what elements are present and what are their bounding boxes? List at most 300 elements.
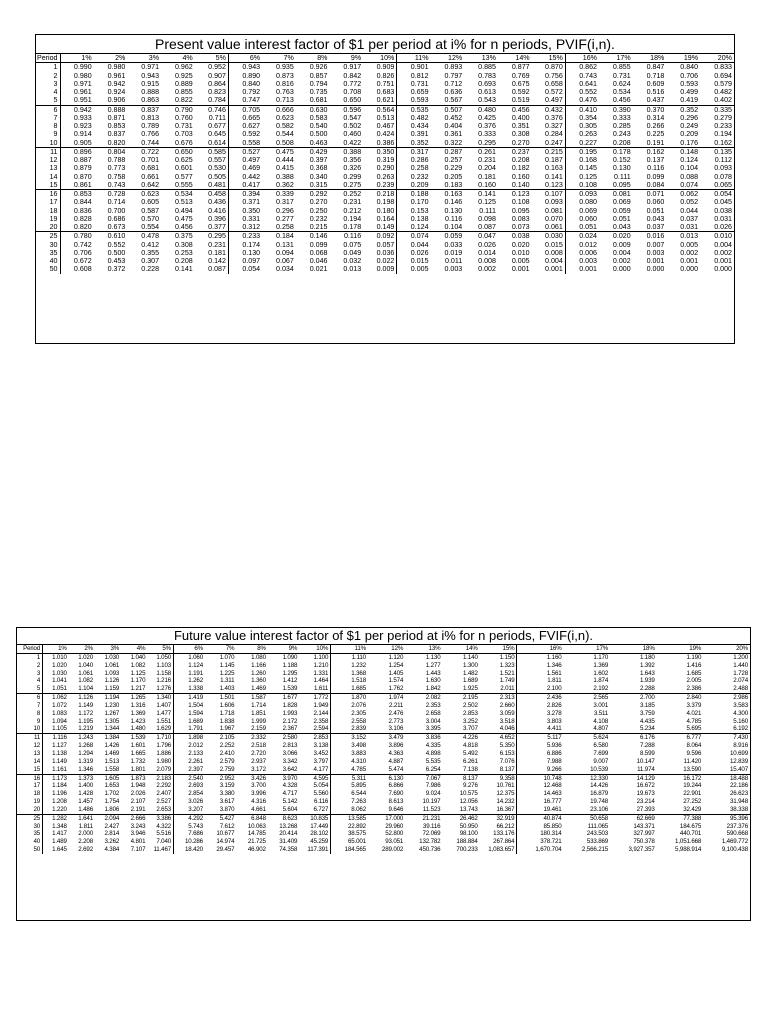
factor-cell: 17.449 [299, 823, 330, 831]
factor-cell: 0.181 [478, 172, 496, 181]
factor-cell: 1.369 [593, 661, 609, 669]
factor-cell: 0.168 [579, 156, 597, 164]
factor-cell: 18.420 [184, 846, 203, 854]
factor-cell: 2.720 [251, 749, 266, 757]
factor-cell: 50.658 [564, 814, 611, 822]
factor-cell: 5.142 [282, 798, 298, 806]
factor-cell: 4.328 [282, 782, 298, 790]
pvif-title: Present value interest factor of $1 per period at i% for n periods, PVIF(i,n). [36, 35, 734, 54]
factor-cell: 1.103 [147, 662, 173, 670]
period-cell: 1 [17, 653, 43, 661]
factor-cell: 0.037 [646, 223, 665, 231]
factor-cell: 0.002 [478, 265, 496, 274]
factor-cell: 0.031 [714, 214, 732, 223]
factor-cell: 0.142 [195, 257, 229, 265]
rate-header: 13% [464, 54, 498, 63]
factor-cell: 0.033 [444, 240, 463, 249]
factor-cell: 1.851 [251, 709, 266, 717]
factor-cell: 1.276 [147, 685, 173, 693]
factor-cell: 6.116 [299, 798, 330, 806]
factor-cell: 0.081 [599, 190, 633, 199]
factor-cell: 0.024 [565, 232, 599, 241]
factor-cell: 0.361 [444, 130, 463, 139]
factor-cell: 1.040 [130, 653, 146, 661]
factor-cell: 2.261 [188, 757, 203, 765]
factor-cell: 0.209 [680, 130, 699, 139]
factor-cell: 0.675 [511, 79, 530, 88]
factor-cell: 4.898 [425, 749, 441, 757]
factor-cell: 1.200 [733, 653, 748, 661]
factor-cell: 0.252 [330, 190, 364, 199]
factor-cell: 0.665 [242, 113, 261, 122]
factor-cell: 0.000 [646, 265, 665, 274]
factor-cell: 0.059 [612, 206, 631, 215]
factor-cell: 0.296 [680, 113, 699, 122]
factor-cell: 6.777 [657, 734, 704, 742]
factor-cell: 450.736 [419, 846, 441, 854]
table-row [36, 241, 734, 249]
factor-cell: 6.866 [388, 782, 404, 790]
factor-cell: 9.276 [463, 782, 478, 790]
factor-cell: 0.925 [174, 71, 193, 80]
factor-cell: 0.205 [444, 172, 463, 181]
factor-cell: 0.229 [444, 164, 463, 173]
factor-cell: 0.371 [242, 198, 261, 207]
factor-cell: 4.335 [425, 742, 441, 750]
factor-cell: 590.668 [726, 830, 748, 838]
factor-cell: 0.092 [363, 232, 397, 241]
factor-cell: 0.163 [532, 164, 566, 172]
factor-cell: 1.801 [130, 765, 146, 773]
factor-cell: 0.907 [195, 72, 229, 80]
factor-cell: 0.005 [410, 265, 429, 274]
factor-cell: 0.377 [195, 223, 229, 232]
factor-cell: 45.259 [299, 838, 330, 846]
factor-cell: 2.012 [188, 742, 203, 750]
factor-cell: 8.916 [733, 742, 748, 750]
factor-cell: 4.226 [442, 734, 479, 742]
factor-cell: 26.462 [442, 814, 479, 822]
factor-cell: 1.384 [95, 734, 121, 742]
table-row [17, 766, 750, 774]
factor-cell: 0.840 [242, 79, 261, 88]
factor-cell: 0.458 [195, 190, 229, 199]
factor-cell: 0.962 [174, 63, 193, 72]
factor-cell: 7.986 [425, 782, 441, 790]
factor-cell: 0.180 [363, 207, 397, 215]
factor-cell: 1.811 [547, 677, 562, 685]
factor-cell: 8.613 [388, 798, 404, 806]
factor-cell: 0.037 [680, 214, 699, 223]
factor-cell: 0.352 [666, 105, 700, 114]
factor-cell: 0.400 [511, 113, 530, 122]
factor-cell: 22.892 [347, 822, 366, 830]
factor-cell: 2.853 [463, 709, 478, 717]
factor-cell: 0.279 [714, 113, 732, 122]
period-cell: 17 [17, 782, 43, 790]
period-header: Period [17, 645, 43, 653]
factor-cell: 2.813 [282, 742, 298, 750]
factor-cell: 0.231 [478, 156, 496, 164]
factor-cell: 0.093 [532, 198, 566, 206]
table-row [17, 725, 750, 733]
factor-cell: 1.267 [104, 709, 120, 717]
pvif-header-row [36, 54, 734, 63]
factor-cell: 2.518 [251, 742, 266, 750]
factor-cell: 2.407 [147, 790, 173, 798]
factor-cell: 0.386 [363, 139, 397, 148]
factor-cell: 0.404 [444, 122, 463, 130]
factor-cell: 0.141 [174, 265, 193, 274]
period-cell: 3 [36, 80, 60, 88]
factor-cell: 0.436 [195, 198, 229, 206]
factor-cell: 0.153 [410, 206, 429, 215]
factor-cell: 7.612 [219, 822, 235, 830]
factor-cell: 0.924 [107, 88, 126, 96]
period-cell: 19 [17, 798, 43, 806]
factor-cell: 0.001 [680, 257, 699, 265]
factor-cell: 3.896 [388, 742, 404, 750]
factor-cell: 6.886 [546, 749, 562, 757]
factor-cell: 1.346 [546, 661, 562, 669]
factor-cell: 1.295 [282, 669, 298, 677]
factor-cell: 0.299 [343, 172, 362, 181]
table-row [36, 114, 734, 122]
factor-cell: 1.265 [121, 694, 147, 702]
factor-cell: 5.160 [733, 717, 748, 725]
factor-cell: 0.693 [478, 79, 496, 88]
factor-cell: 0.067 [276, 257, 294, 265]
factor-cell: 1.677 [268, 694, 299, 702]
factor-cell: 0.855 [174, 88, 193, 96]
factor-cell: 3.498 [351, 742, 366, 750]
factor-cell: 0.148 [666, 147, 700, 156]
factor-cell: 1.440 [733, 661, 748, 669]
factor-cell: 0.339 [262, 190, 296, 199]
factor-cell: 22.901 [683, 790, 702, 798]
factor-cell: 14.232 [480, 798, 517, 806]
factor-cell: 1.180 [639, 653, 655, 661]
factor-cell: 0.961 [73, 88, 92, 96]
factor-cell: 1.368 [351, 669, 366, 677]
factor-cell: 1.070 [219, 653, 235, 661]
factor-cell: 0.624 [612, 79, 631, 88]
factor-cell: 0.482 [714, 88, 732, 96]
factor-cell: 0.861 [73, 180, 92, 189]
rate-header: 17% [599, 54, 633, 63]
factor-cell: 9.007 [593, 757, 609, 765]
factor-cell: 0.231 [195, 241, 229, 249]
factor-cell: 0.901 [410, 63, 429, 72]
factor-cell: 1.645 [52, 846, 67, 854]
factor-cell: 0.094 [276, 248, 294, 257]
factor-cell: 1.305 [104, 717, 120, 725]
factor-cell: 5.054 [299, 782, 330, 790]
factor-cell: 0.760 [174, 113, 193, 122]
rate-header: 1% [43, 645, 69, 653]
factor-cell: 1.539 [282, 685, 298, 693]
factor-cell: 2.105 [205, 734, 236, 742]
table-row [17, 742, 750, 750]
factor-cell: 0.789 [141, 122, 160, 130]
factor-cell: 0.071 [633, 190, 667, 199]
factor-cell: 0.317 [276, 198, 294, 207]
factor-cell: 7.690 [388, 790, 404, 798]
factor-cell: 0.258 [276, 223, 294, 231]
factor-cell: 18.488 [703, 774, 750, 782]
factor-cell: 1.974 [368, 694, 405, 702]
factor-cell: 0.006 [579, 248, 597, 257]
factor-cell: 19.461 [543, 805, 562, 813]
factor-cell: 1.277 [425, 661, 441, 669]
factor-cell: 3.386 [147, 814, 173, 822]
factor-cell: 14.426 [590, 782, 609, 790]
factor-cell: 0.209 [410, 180, 429, 189]
factor-cell: 2.386 [686, 685, 702, 693]
table-row [36, 181, 734, 190]
factor-cell: 0.390 [599, 105, 633, 114]
factor-cell: 2.367 [282, 725, 298, 733]
factor-cell: 0.681 [141, 164, 160, 173]
factor-cell: 0.718 [646, 71, 665, 80]
factor-cell: 0.792 [242, 88, 261, 96]
factor-cell: 12.375 [480, 790, 517, 798]
factor-cell: 0.415 [276, 164, 294, 173]
factor-cell: 0.031 [680, 223, 699, 231]
period-header: Period [36, 54, 60, 63]
factor-cell: 0.130 [242, 248, 261, 257]
factor-cell: 0.290 [363, 164, 397, 172]
factor-cell: 2.594 [299, 725, 330, 733]
period-cell: 9 [36, 130, 60, 138]
factor-cell: 1.870 [331, 694, 368, 702]
factor-cell: 1.949 [299, 702, 330, 710]
factor-cell: 2.427 [104, 822, 120, 830]
factor-cell: 0.249 [680, 122, 699, 130]
factor-cell: 0.026 [714, 223, 732, 231]
factor-cell: 0.926 [309, 63, 328, 72]
factor-cell: 0.062 [666, 190, 700, 199]
factor-cell: 0.906 [107, 96, 126, 105]
factor-cell: 2.133 [188, 749, 203, 757]
factor-cell: 0.784 [195, 96, 229, 105]
factor-cell: 0.873 [276, 71, 294, 80]
factor-cell: 11.974 [637, 765, 655, 773]
factor-cell: 0.641 [579, 79, 597, 88]
table-row [36, 207, 734, 215]
factor-cell: 2,566.215 [581, 846, 609, 854]
factor-cell: 1.489 [52, 838, 67, 846]
factor-cell: 6.153 [480, 750, 517, 758]
factor-cell: 0.582 [276, 122, 294, 130]
factor-cell: 1.158 [147, 670, 173, 678]
factor-cell: 0.078 [714, 172, 732, 181]
factor-cell: 0.208 [612, 138, 631, 147]
factor-cell: 7.988 [546, 757, 562, 765]
factor-cell: 0.915 [141, 79, 160, 88]
factor-cell: 0.555 [174, 180, 193, 189]
factor-cell: 0.621 [363, 96, 397, 105]
factor-cell: 0.544 [276, 130, 294, 139]
factor-cell: 0.011 [445, 257, 463, 265]
factor-cell: 0.074 [397, 232, 431, 241]
factor-cell: 16.672 [636, 782, 655, 790]
factor-cell: 32.919 [480, 814, 517, 822]
factor-cell: 12.839 [729, 757, 748, 765]
factor-cell: 1.051 [52, 685, 67, 693]
factor-cell: 19.673 [636, 790, 655, 798]
factor-cell: 0.592 [511, 88, 530, 96]
factor-cell: 0.677 [195, 122, 229, 130]
factor-cell: 1.080 [251, 653, 266, 661]
factor-cell: 0.010 [700, 232, 734, 241]
factor-cell: 39.116 [422, 822, 441, 830]
factor-cell: 1.874 [593, 677, 609, 685]
factor-cell: 0.108 [579, 180, 597, 189]
factor-cell: 1.980 [147, 758, 173, 766]
factor-cell: 3.452 [299, 750, 330, 758]
factor-cell: 21.231 [405, 814, 442, 822]
factor-cell: 0.870 [532, 63, 566, 72]
period-cell: 6 [36, 105, 60, 114]
factor-cell: 0.672 [73, 257, 92, 265]
factor-cell: 0.914 [73, 130, 92, 139]
factor-cell: 0.261 [464, 147, 498, 156]
factor-cell: 0.519 [511, 96, 530, 105]
factor-cell: 2.840 [657, 694, 704, 702]
factor-cell: 0.208 [174, 257, 193, 265]
factor-cell: 1.082 [130, 661, 146, 669]
factor-cell: 0.194 [343, 214, 362, 223]
factor-cell: 0.292 [296, 190, 330, 199]
period-cell: 13 [36, 164, 60, 172]
factor-cell: 1.149 [52, 757, 67, 765]
factor-cell: 3.583 [733, 701, 748, 709]
factor-cell: 2.183 [147, 774, 173, 782]
factor-cell: 0.482 [410, 113, 429, 122]
factor-cell: 5.936 [546, 742, 562, 750]
factor-cell: 533.869 [586, 838, 609, 846]
period-cell: 18 [17, 790, 43, 798]
factor-cell: 1,051.668 [675, 838, 702, 846]
factor-cell: 0.233 [228, 232, 262, 241]
factor-cell: 0.659 [410, 88, 429, 96]
factor-cell: 4.785 [351, 765, 366, 773]
rate-header: 11% [331, 645, 368, 653]
factor-cell: 46.902 [247, 846, 266, 854]
factor-cell: 0.333 [478, 130, 496, 139]
factor-cell: 0.863 [141, 96, 160, 105]
factor-cell: 0.570 [141, 214, 160, 223]
factor-cell: 1.482 [463, 669, 478, 677]
period-cell: 40 [36, 257, 60, 265]
factor-cell: 10.147 [636, 757, 655, 765]
factor-cell: 1.184 [52, 782, 67, 790]
factor-cell: 3.001 [593, 701, 609, 709]
factor-cell: 1.653 [104, 782, 120, 790]
factor-cell: 0.194 [714, 130, 732, 139]
table-row [36, 249, 734, 257]
factor-cell: 3.252 [463, 717, 478, 725]
factor-cell: 1.416 [686, 661, 702, 669]
factor-cell: 0.149 [363, 223, 397, 232]
factor-cell: 0.284 [532, 130, 566, 138]
factor-cell: 0.888 [94, 105, 128, 114]
factor-cell: 0.001 [511, 265, 530, 274]
factor-cell: 0.855 [612, 63, 631, 72]
factor-cell: 0.623 [276, 113, 294, 122]
factor-cell: 0.889 [174, 79, 193, 88]
factor-cell: 0.547 [343, 113, 362, 122]
factor-cell: 2.502 [463, 701, 478, 709]
factor-cell: 0.708 [343, 88, 362, 96]
factor-cell: 1.090 [282, 653, 298, 661]
factor-cell: 0.352 [410, 138, 429, 147]
factor-cell: 2.540 [174, 774, 205, 782]
factor-cell: 0.417 [242, 180, 261, 189]
factor-cell: 0.191 [646, 138, 665, 147]
factor-cell: 0.083 [511, 214, 530, 223]
factor-cell: 1.412 [282, 677, 298, 685]
factor-cell: 0.038 [498, 232, 532, 241]
factor-cell: 31.948 [729, 798, 748, 806]
factor-cell: 65.001 [347, 838, 366, 846]
factor-cell: 0.837 [107, 130, 126, 139]
pvif-body [36, 63, 734, 274]
factor-cell: 0.104 [680, 164, 699, 173]
factor-cell: 0.722 [127, 147, 161, 156]
factor-cell: 1.796 [147, 742, 173, 750]
factor-cell: 8.623 [268, 814, 299, 822]
factor-cell: 22.186 [729, 782, 748, 790]
factor-cell: 0.372 [107, 265, 126, 274]
factor-cell: 1.665 [130, 749, 146, 757]
factor-cell: 1.728 [733, 669, 748, 677]
factor-cell: 0.275 [343, 180, 362, 189]
factor-cell: 0.322 [444, 138, 463, 147]
factor-cell: 27.393 [636, 805, 655, 813]
factor-cell: 2.191 [130, 805, 146, 813]
period-cell: 4 [36, 88, 60, 96]
factor-cell: 0.002 [680, 248, 699, 257]
factor-cell: 0.788 [107, 156, 126, 164]
factor-cell: 0.971 [73, 79, 92, 88]
factor-cell: 0.534 [612, 88, 631, 96]
factor-cell: 7.430 [703, 734, 750, 742]
factor-cell: 19.244 [683, 782, 702, 790]
factor-cell: 6.544 [351, 790, 366, 798]
factor-cell: 0.002 [612, 257, 631, 265]
factor-cell: 0.099 [309, 240, 328, 249]
factor-cell: 1.594 [188, 709, 203, 717]
period-cell: 4 [17, 677, 43, 685]
factor-cell: 2.658 [425, 709, 441, 717]
factor-cell: 0.790 [161, 105, 195, 114]
factor-cell: 1.925 [463, 685, 478, 693]
factor-cell: 8.064 [686, 742, 702, 750]
factor-cell: 2.692 [78, 846, 93, 854]
factor-cell: 184.565 [344, 846, 366, 854]
rate-header: 15% [532, 54, 566, 63]
period-cell: 16 [36, 190, 60, 199]
factor-cell: 6.176 [610, 734, 657, 742]
factor-cell: 1.120 [388, 653, 404, 661]
rate-header: 5% [195, 54, 229, 63]
factor-cell: 0.137 [646, 156, 665, 164]
factor-cell: 0.123 [498, 190, 532, 199]
factor-cell: 0.840 [680, 63, 699, 72]
fvif-title: Future value interest factor of $1 per period at i% for n periods, FVIF(i,n). [17, 628, 750, 645]
